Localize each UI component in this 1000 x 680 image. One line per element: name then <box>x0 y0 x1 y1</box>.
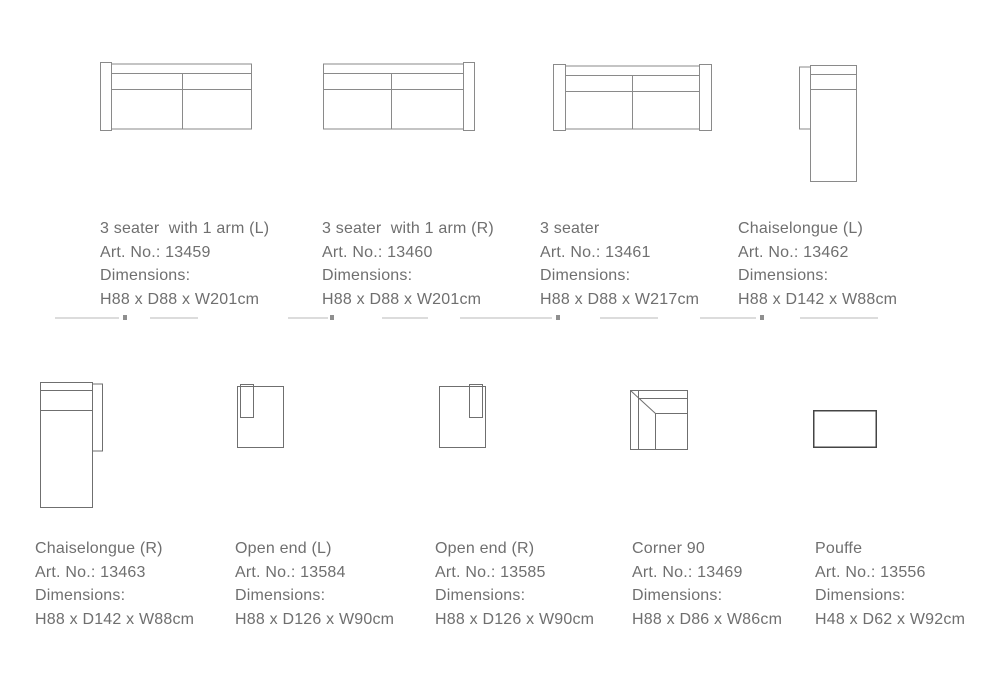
product-art-no: Art. No.: 13469 <box>632 563 743 581</box>
product-art-no: Art. No.: 13462 <box>738 243 849 261</box>
product-dimensions-value: H88 x D86 x W86cm <box>632 610 783 628</box>
product-info <box>540 217 770 311</box>
product-dimensions-label: Dimensions: <box>540 267 631 284</box>
product-dimensions-value: H48 x D62 x W92cm <box>815 610 966 628</box>
product-name: Chaiselongue (R) <box>35 540 163 557</box>
product-art-no: Art. No.: 13585 <box>435 563 546 581</box>
product-info <box>322 217 552 311</box>
diagram-open-end-right <box>437 384 486 448</box>
product-name: 3 seater with 1 arm (L) <box>100 220 270 237</box>
product-dimensions-label: Dimensions: <box>235 587 326 604</box>
product-name: Chaiselongue (L) <box>738 220 864 237</box>
diagram-pouffe <box>813 410 877 448</box>
product-art-no: Art. No.: 13461 <box>540 243 651 261</box>
product-name: Corner 90 <box>632 540 705 557</box>
diagram-3-seater <box>553 64 712 131</box>
product-dimensions-value: H88 x D142 x W88cm <box>35 610 195 628</box>
product-dimensions-label: Dimensions: <box>100 267 191 284</box>
product-dimensions-value: H88 x D126 x W90cm <box>435 610 595 628</box>
product-dimensions-label: Dimensions: <box>322 267 413 284</box>
product-art-no: Art. No.: 13584 <box>235 563 346 581</box>
product-name: Open end (R) <box>435 540 535 557</box>
diagram-corner-90 <box>630 390 688 450</box>
product-dimensions-value: H88 x D88 x W201cm <box>322 290 482 308</box>
product-dimensions-label: Dimensions: <box>815 587 906 604</box>
product-art-no: Art. No.: 13459 <box>100 243 211 261</box>
product-dimensions-label: Dimensions: <box>632 587 723 604</box>
diagram-open-end-left <box>237 384 286 448</box>
product-dimensions-label: Dimensions: <box>35 587 126 604</box>
product-info <box>35 537 265 631</box>
product-info <box>738 217 968 311</box>
product-art-no: Art. No.: 13556 <box>815 563 926 581</box>
product-dimensions-value: H88 x D88 x W201cm <box>100 290 260 308</box>
product-name: Pouffe <box>815 540 863 557</box>
product-info <box>235 537 465 631</box>
product-name: Open end (L) <box>235 540 332 557</box>
diagram-3-seater-arm-right <box>323 62 475 131</box>
product-art-no: Art. No.: 13463 <box>35 563 146 581</box>
product-info <box>100 217 330 311</box>
product-dimensions-value: H88 x D88 x W217cm <box>540 290 700 308</box>
diagram-chaiselongue-left <box>799 65 857 182</box>
product-art-no: Art. No.: 13460 <box>322 243 433 261</box>
product-dimensions-value: H88 x D142 x W88cm <box>738 290 898 308</box>
product-dimensions-value: H88 x D126 x W90cm <box>235 610 395 628</box>
product-info <box>815 537 1000 631</box>
product-dimensions-label: Dimensions: <box>435 587 526 604</box>
product-name: 3 seater with 1 arm (R) <box>322 220 494 237</box>
product-name: 3 seater <box>540 220 600 237</box>
product-info <box>435 537 665 631</box>
product-dimensions-label: Dimensions: <box>738 267 829 284</box>
diagram-chaiselongue-right <box>40 382 103 508</box>
cropped-text-remnant <box>0 315 1000 323</box>
diagram-3-seater-arm-left <box>100 62 252 131</box>
